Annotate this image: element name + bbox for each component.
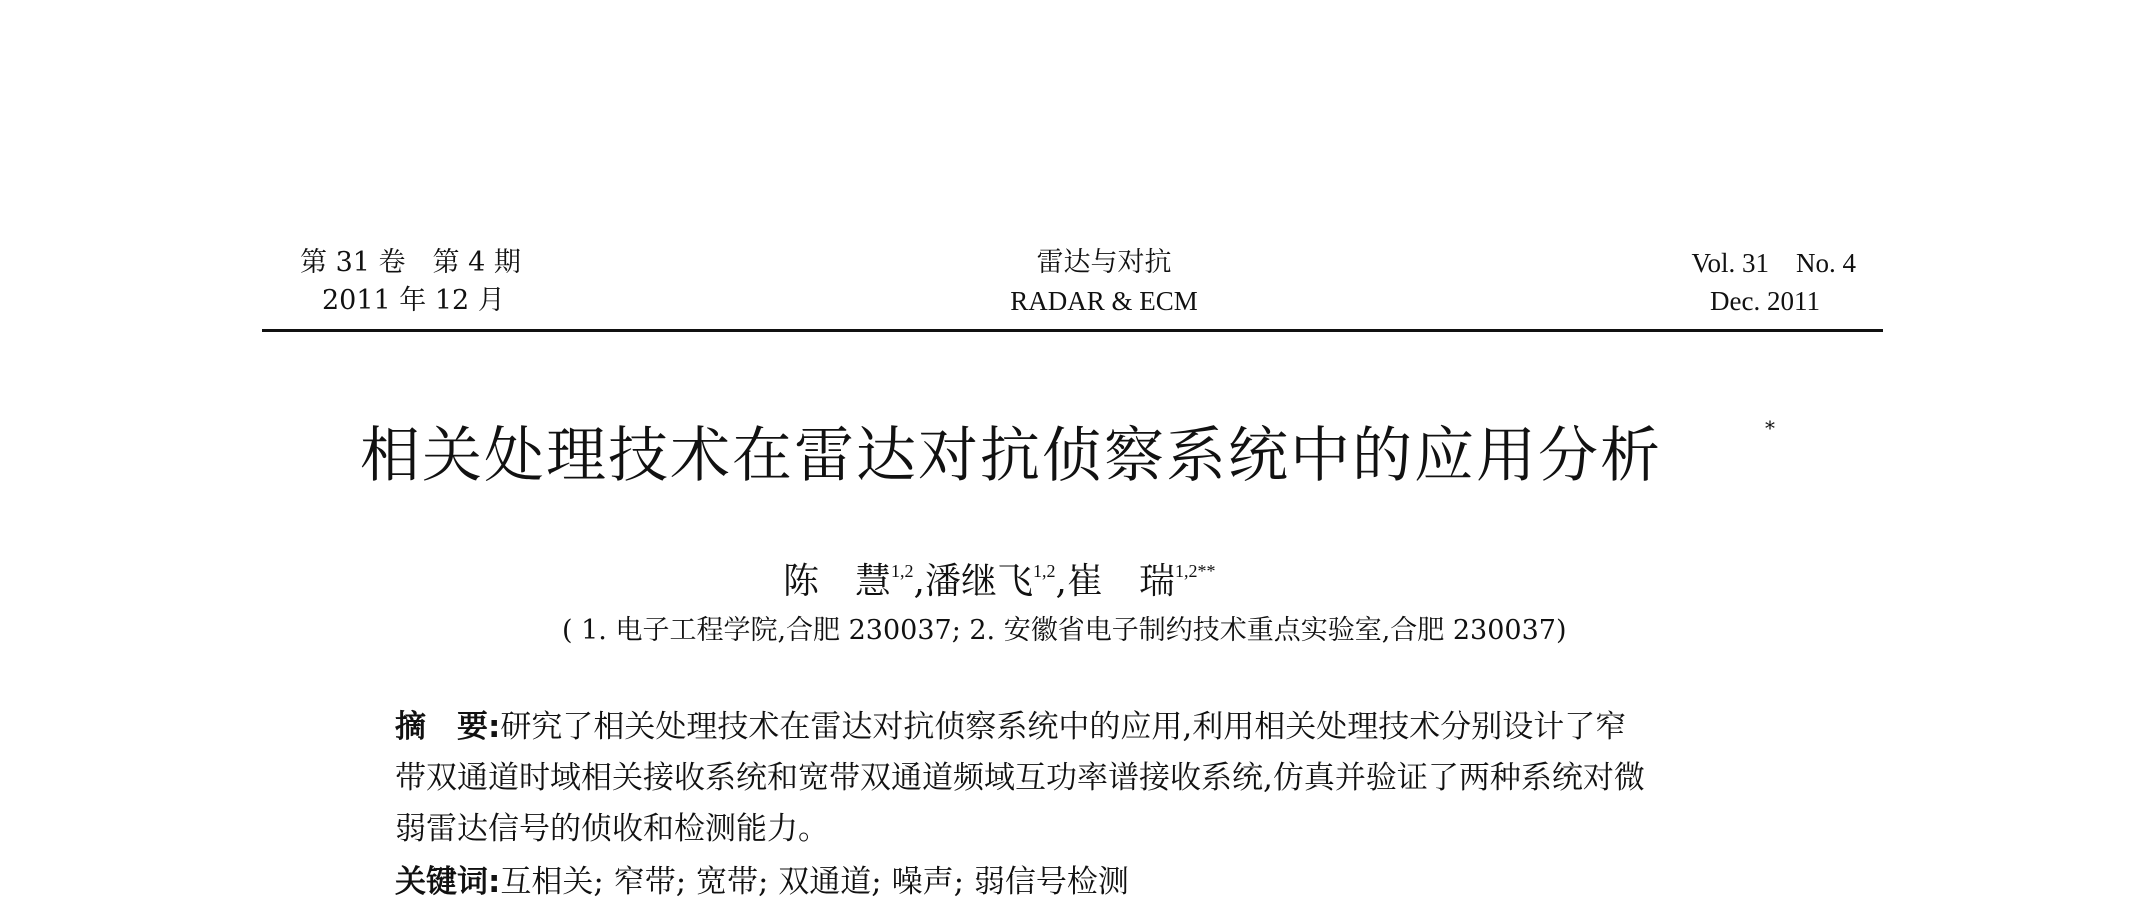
abstract-label: 摘 要: bbox=[395, 709, 501, 745]
author-name: 陈 慧 bbox=[783, 561, 892, 602]
journal-date-cn: 2011 年 12 月 bbox=[322, 285, 505, 316]
journal-date-en: Dec. 2011 bbox=[1710, 286, 1820, 316]
title-footnote-mark: * bbox=[1765, 416, 1775, 440]
abstract-line: 带双通道时域相关接收系统和宽带双通道频域互功率谱接收系统,仿真并验证了两种系统对微 bbox=[395, 760, 1645, 796]
abstract-line bbox=[395, 707, 1626, 747]
author-affiliation-marker: 1,2 bbox=[1032, 561, 1056, 581]
journal-volume-issue: 第 31 卷 第 4 期 bbox=[300, 247, 521, 278]
keywords-label: 关键词: bbox=[395, 864, 501, 900]
affiliations: ( 1. 电子工程学院,合肥 230037; 2. 安徽省电子制约技术重点实验室,合肥 230037) bbox=[562, 615, 1567, 646]
author-affiliation-marker: 1,2** bbox=[1174, 561, 1216, 581]
author-name: 崔 瑞 bbox=[1066, 561, 1175, 602]
abstract-text: 研究了相关处理技术在雷达对抗侦察系统中的应用,利用相关处理技术分别设计了窄 bbox=[500, 709, 1627, 745]
author-affiliation-marker: 1,2 bbox=[891, 561, 914, 581]
paper-title: 相关处理技术在雷达对抗侦察系统中的应用分析 bbox=[360, 421, 1662, 491]
header-divider bbox=[262, 329, 1883, 332]
author-name: 潘继飞 bbox=[924, 561, 1033, 602]
abstract-line: 弱雷达信号的侦收和检测能力。 bbox=[395, 811, 829, 847]
journal-name-cn: 雷达与对抗 bbox=[1036, 247, 1172, 278]
keywords-text: 互相关; 窄带; 宽带; 双通道; 噪声; 弱信号检测 bbox=[500, 864, 1129, 900]
journal-name-en: RADAR & ECM bbox=[1010, 286, 1198, 316]
author-list bbox=[783, 548, 1215, 605]
author-separator: , bbox=[913, 561, 925, 602]
journal-volume-issue-en: Vol. 31 No. 4 bbox=[1691, 248, 1856, 278]
keywords-line bbox=[395, 862, 1129, 902]
author-separator: , bbox=[1055, 561, 1067, 602]
